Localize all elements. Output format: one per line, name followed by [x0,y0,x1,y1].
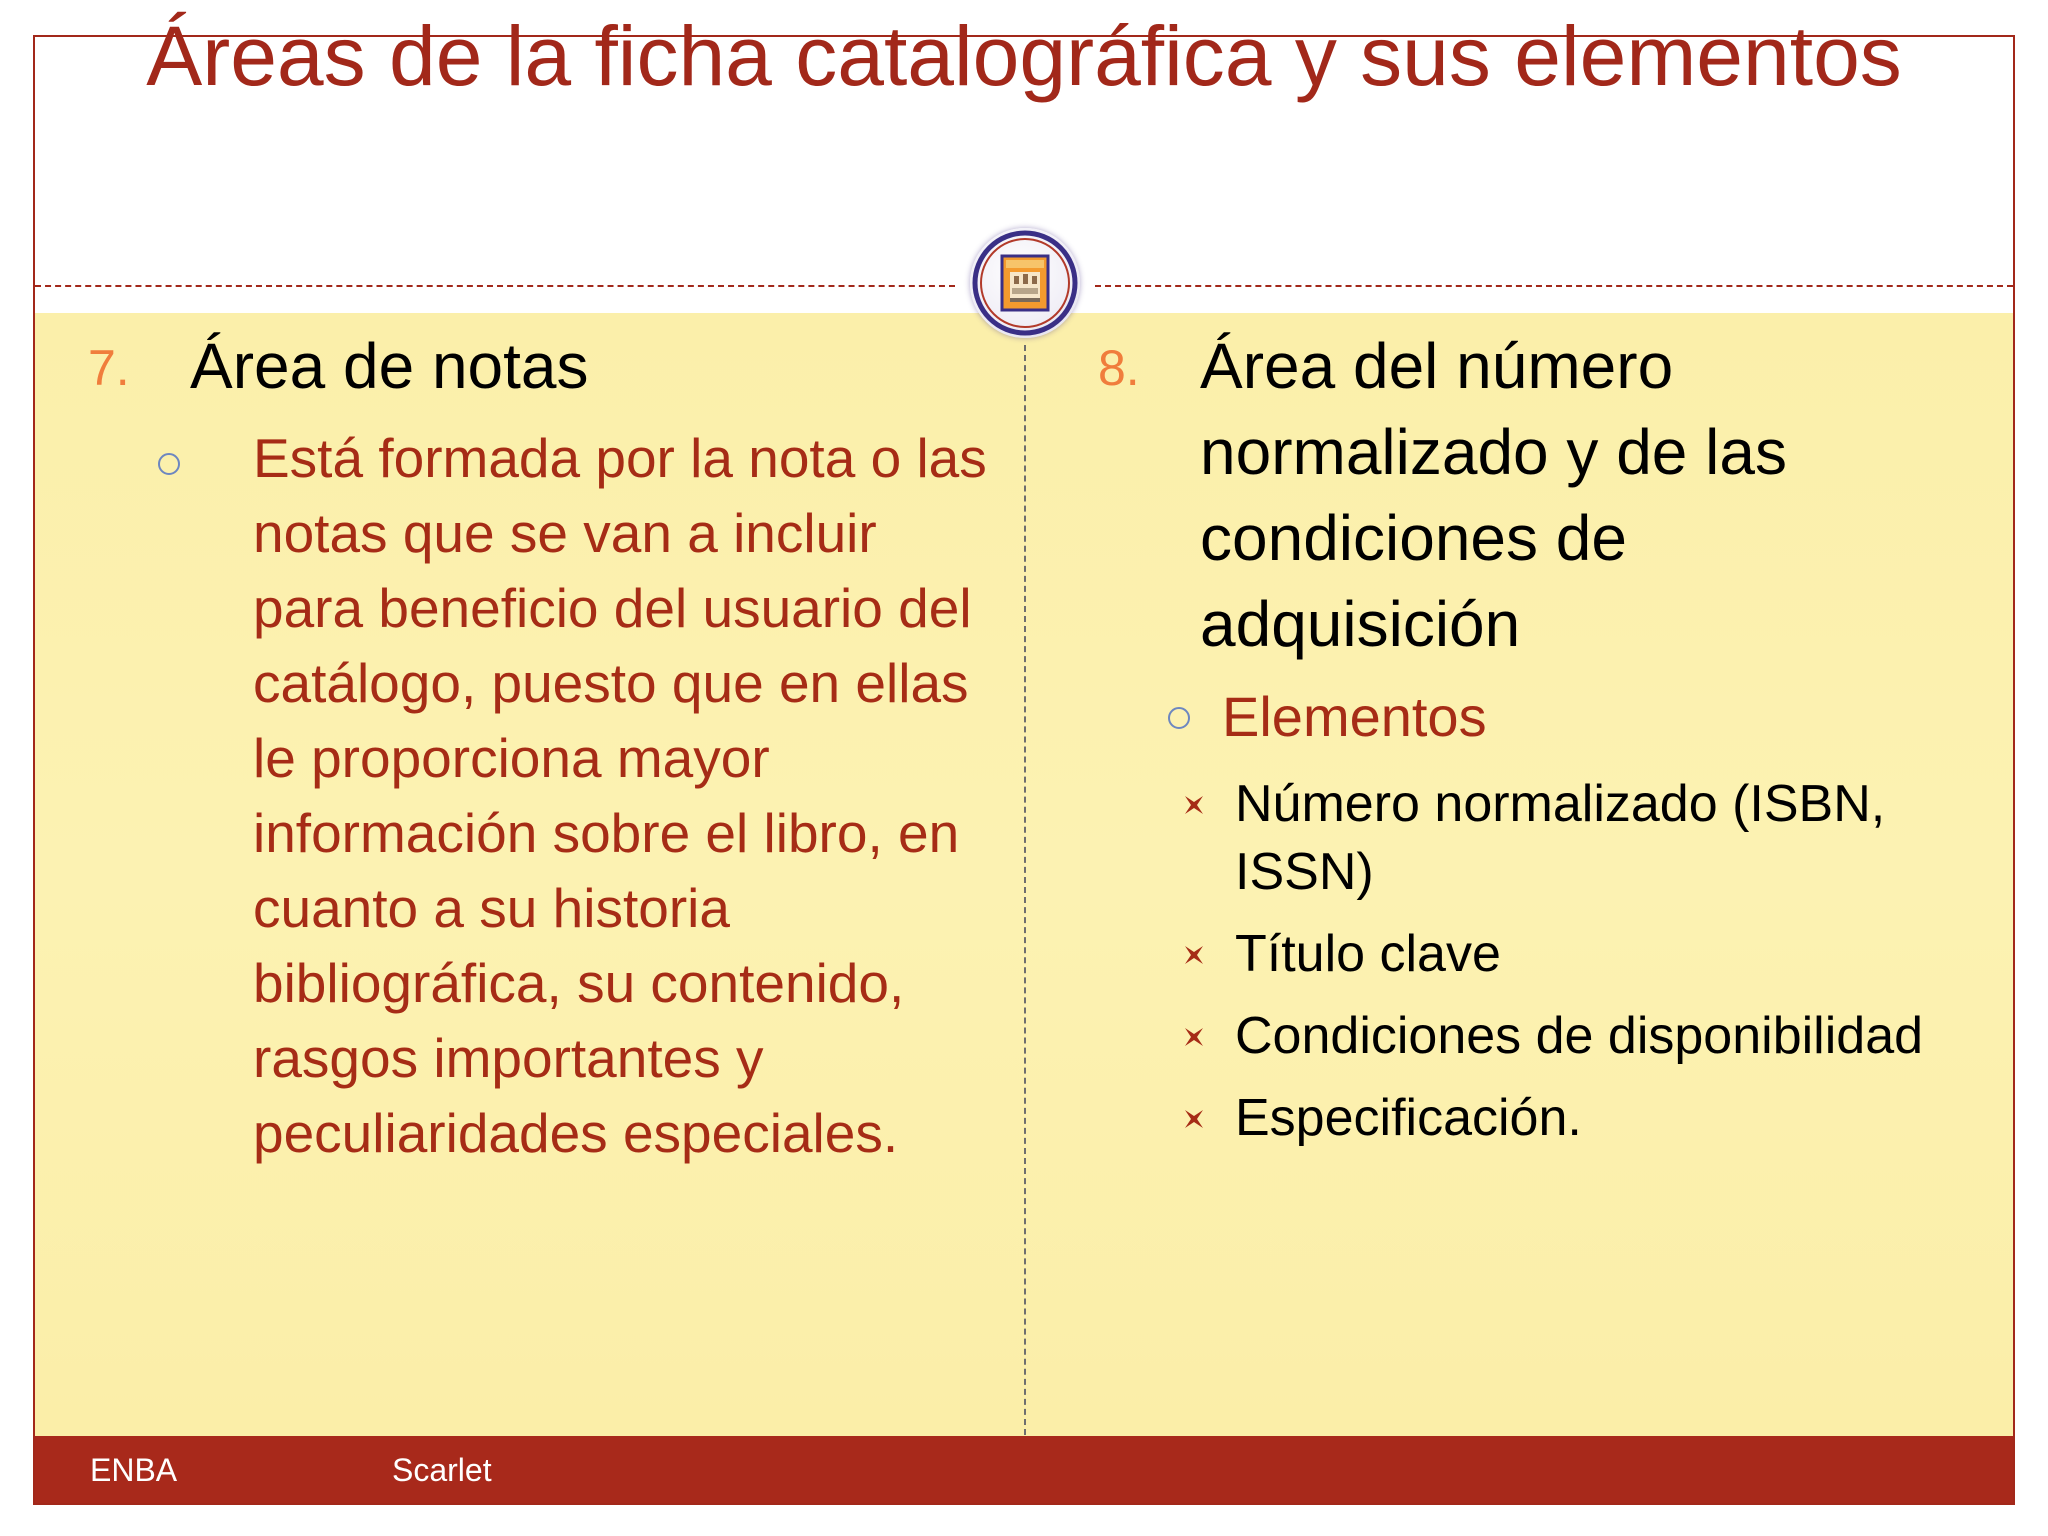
header-divider-left [35,285,955,287]
right-subheading: Elementos [1222,685,1487,748]
list-item [1235,1084,1955,1152]
item-number-8: 8. [1098,340,1140,396]
list-item [1235,770,1955,906]
elements-list [1235,770,1955,1166]
star-bullet-icon [1183,1026,1205,1048]
institution-seal-icon [970,228,1080,338]
list-item-text: Especificación. [1235,1089,1582,1147]
list-item [1235,920,1955,988]
hollow-circle-bullet-icon [1168,707,1190,729]
list-item-text: Condiciones de disponibilidad [1235,1007,1924,1065]
star-bullet-icon [1183,944,1205,966]
header-divider-right [1095,285,2013,287]
footer-left-text: ENBA [90,1452,178,1488]
footer-bar [35,1436,2013,1503]
right-heading: Área del número normalizado y de las condiciones de adquisición [1200,330,1787,660]
list-item-text: Número normalizado (ISBN, ISSN) [1235,775,1886,901]
hollow-circle-bullet-icon [158,453,180,475]
footer-center-text: Scarlet [392,1452,492,1488]
list-item-text: Título clave [1235,925,1501,983]
left-body-text: Está formada por la nota o las notas que se van a incluir para beneficio del usuario del catálogo, puesto que en ellas le proporciona mayor información sobre el libro, en cuanto a su historia bibliográfica, su contenido, rasgos importantes y peculiaridades especiales. [253,427,987,1164]
column-divider [1024,345,1026,1435]
slide-title: Áreas de la ficha catalográfica y sus elementos [146,9,1902,103]
star-bullet-icon [1183,1108,1205,1130]
list-item [1235,1002,1955,1070]
star-bullet-icon [1183,794,1205,816]
item-number-7: 7. [88,340,130,396]
left-heading: Área de notas [190,330,589,402]
